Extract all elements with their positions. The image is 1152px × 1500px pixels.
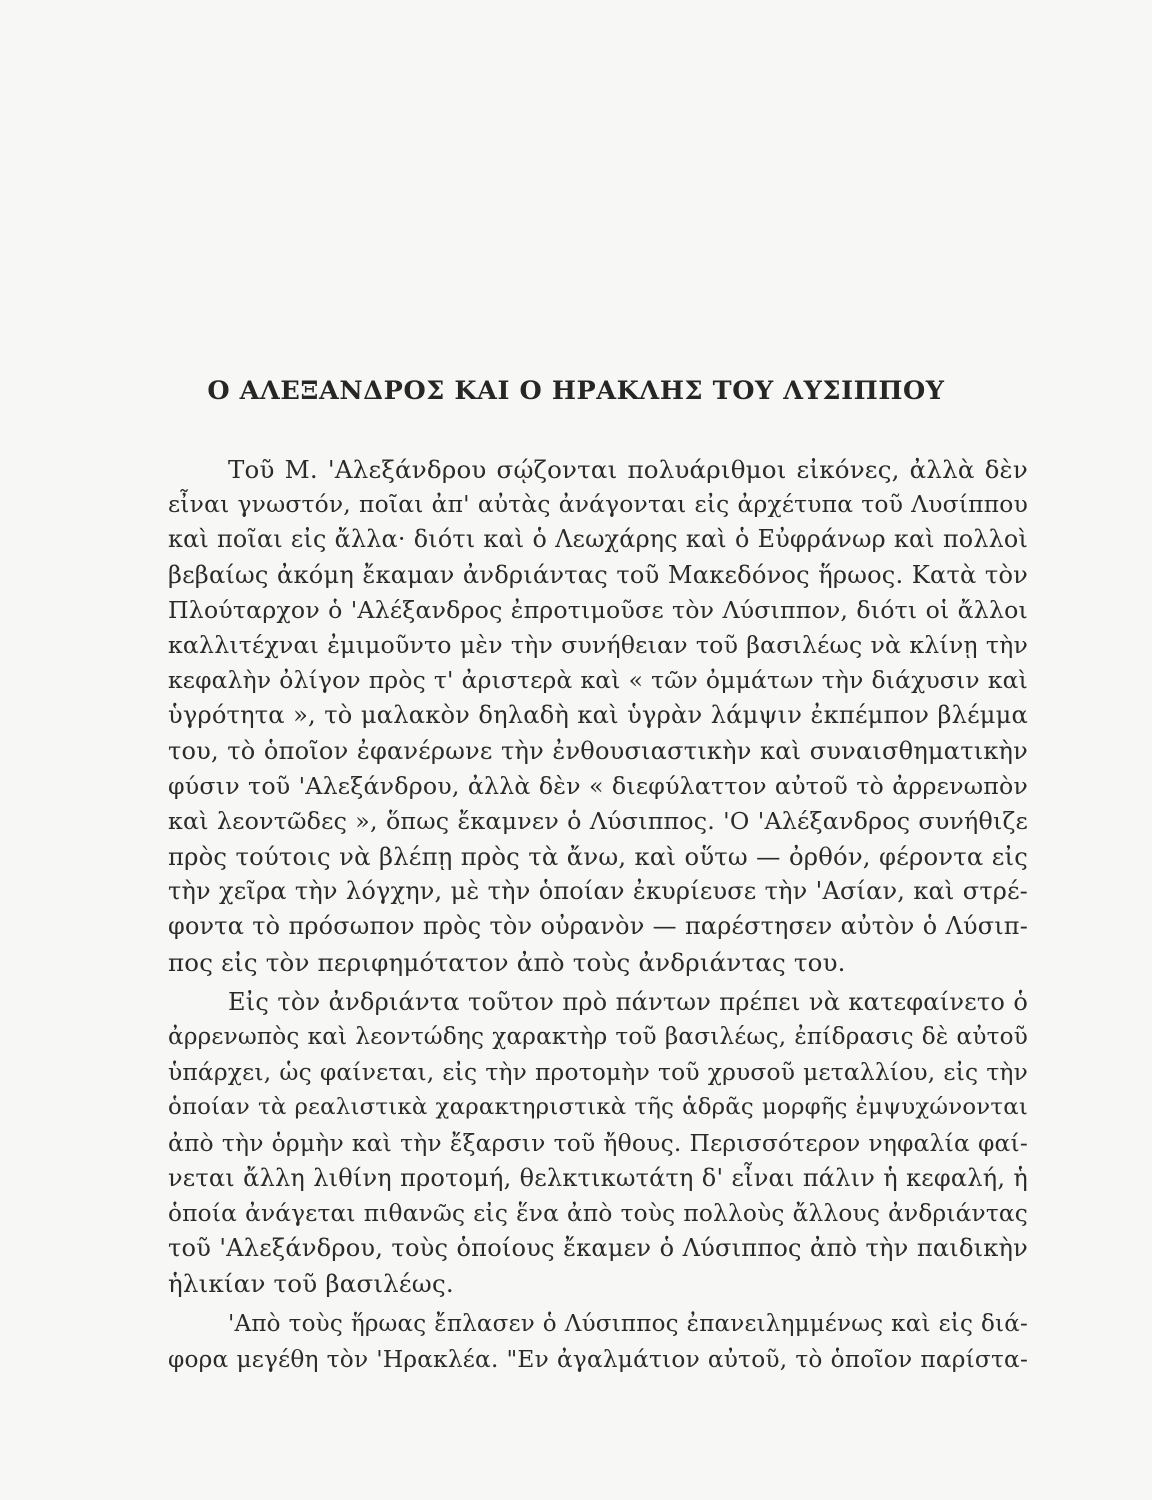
text-line: πος εἰς τὸν περιφημότατον ἀπὸ τοὺς ἀνδριάντας του. bbox=[168, 947, 846, 977]
text-line: ὑγρότητα », τὸ μαλακὸν δηλαδὴ καὶ ὑγρὰν λάμψιν ἐκπέμπον βλέμμα bbox=[168, 701, 1028, 730]
text-line: καὶ λεοντῶδες », ὅπως ἔκαμνεν ὁ Λύσιππος. 'Ο 'Αλέξανδρος συνήθιζε bbox=[168, 806, 1028, 835]
text-line: ἀπὸ τὴν ὁρμὴν καὶ τὴν ἔξαρσιν τοῦ ἤθους. Περισσότερον νηφαλία φαί- bbox=[168, 1128, 1028, 1157]
paragraph-1 bbox=[168, 452, 1028, 980]
text-line: Πλούταρχον ὁ 'Αλέξανδρος ἐπροτιμοῦσε τὸν Λύσιππον, διότι οἱ ἄλλοι bbox=[168, 595, 1028, 624]
text-line: πρὸς τούτοις νὰ βλέπῃ πρὸς τὰ ἄνω, καὶ οὕτω — ὀρθόν, φέροντα εἰς bbox=[168, 842, 1028, 872]
text-line: Τοῦ Μ. 'Αλεξάνδρου σῴζονται πολυάριθμοι εἰκόνες, ἀλλὰ δὲν bbox=[228, 455, 1028, 484]
text-line: ὁποία ἀνάγεται πιθανῶς εἰς ἕνα ἀπὸ τοὺς πολλοὺς ἄλλους ἀνδριάντας bbox=[168, 1199, 1028, 1227]
text-line: ὁποίαν τὰ ρεαλιστικὰ χαρακτηριστικὰ τῆς ἁδρᾶς μορφῆς ἐμψυχώνονται bbox=[168, 1094, 1028, 1121]
text-line: τοῦ 'Αλεξάνδρου, τοὺς ὁποίους ἔκαμεν ὁ Λύσιππος ἀπὸ τὴν παιδικὴν bbox=[168, 1234, 1028, 1263]
text-line: εἶναι γνωστόν, ποῖαι ἀπ' αὐτὰς ἀνάγονται εἰς ἀρχέτυπα τοῦ Λυσίππου bbox=[168, 490, 1028, 519]
text-line: Εἰς τὸν ἀνδριάντα τοῦτον πρὸ πάντων πρέπει νὰ κατεφαίνετο ὁ bbox=[228, 987, 1028, 1016]
text-line: τὴν χεῖρα τὴν λόγχην, μὲ τὴν ὁποίαν ἐκυρίευσε τὴν 'Ασίαν, καὶ στρέ- bbox=[168, 877, 1028, 906]
body-text bbox=[168, 452, 1028, 1377]
text-line: του, τὸ ὁποῖον ἐφανέρωνε τὴν ἐνθουσιαστικὴν καὶ συναισθηματικὴν bbox=[168, 736, 1028, 765]
paragraph-2 bbox=[168, 985, 1028, 1302]
paragraph-3 bbox=[168, 1307, 1028, 1377]
text-line: καλλιτέχναι ἐμιμοῦντο μὲν τὴν συνήθειαν τοῦ βασιλέως νὰ κλίνῃ τὴν bbox=[168, 630, 1028, 659]
text-line: βεβαίως ἀκόμη ἔκαμαν ἀνδριάντας τοῦ Μακεδόνος ἥρωος. Κατὰ τὸν bbox=[168, 560, 1028, 589]
text-line: φορα μεγέθη τὸν 'Ηρακλέα. "Εν ἀγαλμάτιον αὐτοῦ, τὸ ὁποῖον παρίστα- bbox=[168, 1345, 1028, 1373]
text-line: καὶ ποῖαι εἰς ἄλλα· διότι καὶ ὁ Λεωχάρης καὶ ὁ Εὐφράνωρ καὶ πολλοὶ bbox=[168, 525, 1028, 554]
text-line: ἡλικίαν τοῦ βασιλέως. bbox=[168, 1269, 454, 1299]
text-line: νεται ἄλλη λιθίνη προτομή, θελκτικωτάτη δ' εἶναι πάλιν ἡ κεφαλή, ἡ bbox=[168, 1163, 1028, 1192]
text-line: φύσιν τοῦ 'Αλεξάνδρου, ἀλλὰ δὲν « διεφύλαττον αὐτοῦ τὸ ἀρρενωπὸν bbox=[168, 771, 1028, 800]
text-line: κεφαλὴν ὀλίγον πρὸς τ' ἀριστερὰ καὶ « τῶν ὀμμάτων τὴν διάχυσιν καὶ bbox=[168, 666, 1028, 695]
text-line: ἀρρενωπὸς καὶ λεοντώδης χαρακτὴρ τοῦ βασιλέως, ἐπίδρασις δὲ αὐτοῦ bbox=[168, 1024, 1028, 1050]
text-line: φοντα τὸ πρόσωπον πρὸς τὸν οὐρανὸν — παρέστησεν αὐτὸν ὁ Λύσιπ- bbox=[168, 912, 1028, 941]
text-line: 'Απὸ τοὺς ἥρωας ἔπλασεν ὁ Λύσιππος ἐπανειλημμένως καὶ εἰς διά- bbox=[228, 1310, 1028, 1337]
page-title: Ο ΑΛΕΞΑΝΔΡΟΣ ΚΑΙ Ο ΗΡΑΚΛΗΣ ΤΟΥ ΛΥΣΙΠΠΟΥ bbox=[207, 376, 945, 406]
text-line: ὑπάρχει, ὡς φαίνεται, εἰς τὴν προτομὴν τοῦ χρυσοῦ μεταλλίου, εἰς τὴν bbox=[168, 1058, 1028, 1087]
